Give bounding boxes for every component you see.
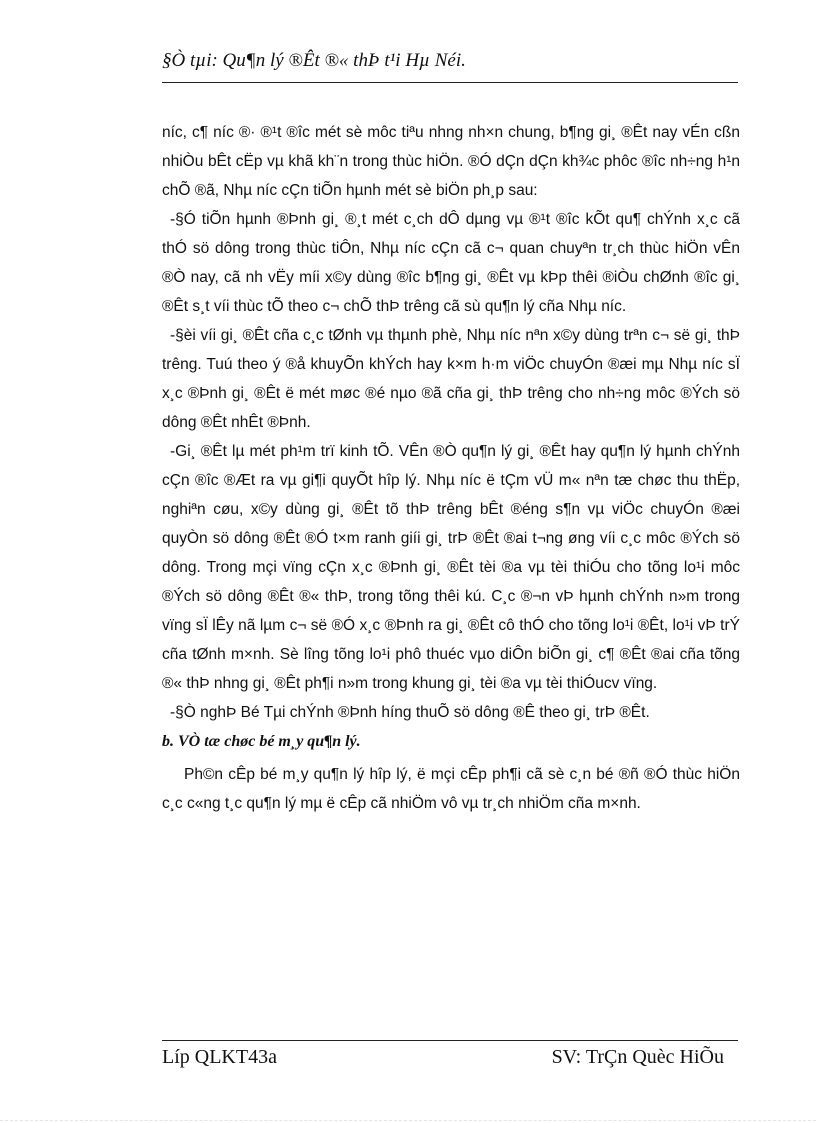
- paragraph-intro: níc, c¶ níc ®· ®¹t ®îc mét sè môc tiªu nhng nh×n chung, b¶ng gi¸ ®Êt nay vÉn cßn nhiÒu bÊt cËp vµ khã kh¨n trong thùc hiÖn. ®Ó dÇn dÇn kh¾c phôc ®îc nh÷ng h¹n chÕ ®ã, Nhµ níc cÇn tiÕn hµnh mét sè biÖn ph¸p sau:: [162, 124, 740, 199]
- paragraph-bullet-3: -Gi¸ ®Êt lµ mét ph¹m trï kinh tÕ. VÊn ®Ò qu¶n lý gi¸ ®Êt hay qu¶n lý hµnh chÝnh cÇn ®îc ®Æt ra vµ gi¶i quyÕt hîp lý. Nhµ níc ë tÇm vÜ m« nªn tæ chøc thu thËp, nghiªn cøu, x©y dùng gi¸ ®Êt tõ thÞ trêng bÊt ®éng s¶n vµ viÖc chuyÓn ®æi quyÒn sö dông ®Êt ®Ó t×m ranh giíi gi¸ trÞ ®Êt ®ai t¬ng øng víi c¸c môc ®Ých sö dông. Trong mçi vïng cÇn x¸c ®Þnh gi¸ ®Êt tèi ®a vµ tèi thiÓu cho tõng lo¹i môc ®Ých sö dông ®Êt ®« thÞ, trong tõng thêi kú. C¸c ®¬n vÞ hµnh chÝnh n»m trong vïng sÏ lÊy nã lµm c¬ së ®Ó x¸c ®Þnh ra gi¸ ®Êt cô thÓ cho tõng lo¹i ®Êt, lo¹i vÞ trÝ cña tØnh m×nh. Sè lîng tõng lo¹i phô thuéc vµo diÔn biÕn gi¸ c¶ ®Êt ®ai cña tõng ®« thÞ nhng gi¸ ®Êt ph¶i n»m trong khung gi¸ tèi ®a vµ tèi thiÓucv vïng.: [162, 443, 740, 692]
- page-header-title: §Ò tµi: Qu¶n lý ®Êt ®« thÞ t¹i Hµ Néi.: [162, 50, 466, 71]
- paragraph-bullet-1: -§Ó tiÕn hµnh ®Þnh gi¸ ®¸t mét c¸ch dÔ dµng vµ ®¹t ®îc kÕt qu¶ chÝnh x¸c cã thÓ sö dông trong thùc tiÔn, Nhµ níc cÇn cã c¬ quan chuyªn tr¸ch thùc hiÖn vÊn ®Ò nay, cã nh vËy míi x©y dùng ®îc b¶ng gi¸ ®Êt vµ kÞp thêi ®iÒu chØnh ®îc gi¸ ®Êt s¸t víi thùc tÕ theo c¬ chÕ thÞ trêng cã sù qu¶n lý cña Nhµ níc.: [162, 211, 740, 315]
- footer-divider: [162, 1040, 738, 1041]
- paragraph-bullet-2: -§èi víi gi¸ ®Êt cña c¸c tØnh vµ thµnh phè, Nhµ níc nªn x©y dùng trªn c¬ së gi¸ thÞ trêng. Tuú theo ý ®å khuyÕn khÝch hay k×m h·m viÖc chuyÓn ®æi mµ Nhµ níc sÏ x¸c ®Þnh gi¸ ®Êt ë mét møc ®é nµo ®ã cña gi¸ thÞ trêng cho nh÷ng môc ®Ých sö dông ®Êt nhÊt ®Þnh.: [162, 327, 740, 431]
- paragraph-bullet-4: -§Ò nghÞ Bé Tµi chÝnh ®Þnh híng thuÕ sö dông ®Ê theo gi¸ trÞ ®Êt.: [170, 704, 650, 721]
- section-heading: b. VÒ tæ chøc bé m¸y qu¶n lý.: [162, 733, 361, 750]
- header-divider: [162, 82, 738, 83]
- document-body: [162, 118, 740, 818]
- page-edge: [0, 1120, 816, 1121]
- paragraph-section: Ph©n cÊp bé m¸y qu¶n lý hîp lý, ë mçi cÊp ph¶i cã sè c¸n bé ®ñ ®Ó thùc hiÖn c¸c c«ng t¸c qu¶n lý mµ ë cÊp cã nhiÖm vô vµ tr¸ch nhiÖm cña m×nh.: [162, 766, 740, 812]
- footer-class-label: Líp QLKT43a: [162, 1046, 277, 1068]
- footer-student-label: SV: TrÇn Quèc HiÕu: [551, 1046, 724, 1068]
